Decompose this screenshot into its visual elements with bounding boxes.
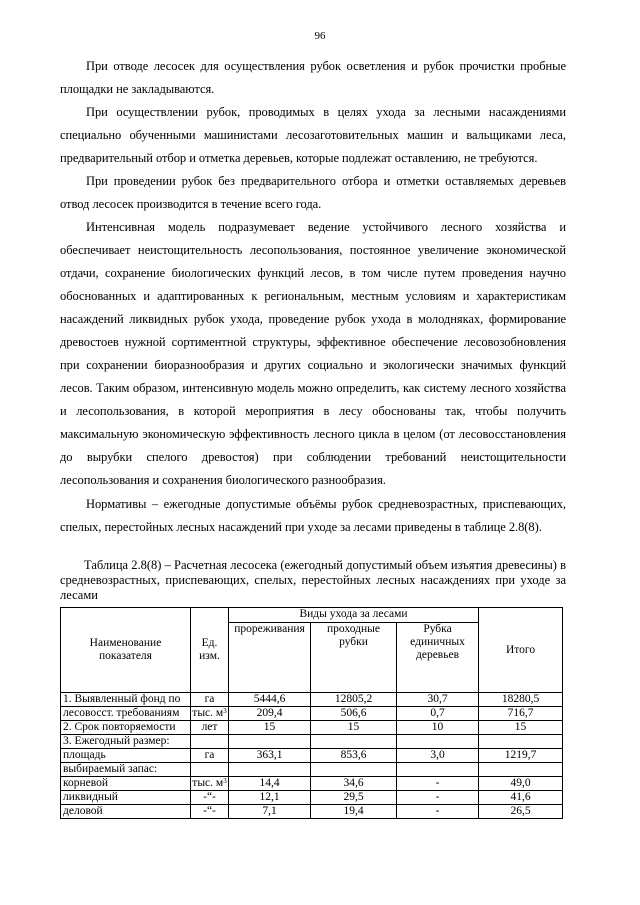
row-unit: га (191, 749, 229, 763)
row-label: 3. Ежегодный размер: (61, 735, 191, 749)
paragraph: При осуществлении рубок, проводимых в целях ухода за лесными насаждениями специально обученными машинистами лесозаготовительных машин и вальщиками леса, предварительный отбор и отметка деревьев, которые подлежат оставлению, не требуются. (60, 105, 566, 165)
cell-passing: 506,6 (311, 707, 397, 721)
paragraph: Нормативы – ежегодные допустимые объёмы рубок средневозрастных, приспевающих, спелых, перестойных лесных насаждений при уходе за лесами приведены в таблице 2.8(8). (60, 497, 566, 534)
cell-passing: 29,5 (311, 791, 397, 805)
table-row (61, 777, 563, 791)
cell-total: 18280,5 (479, 693, 563, 707)
cell-thinning: 5444,6 (229, 693, 311, 707)
cell-thinning: 209,4 (229, 707, 311, 721)
row-label: 1. Выявленный фонд по (61, 693, 191, 707)
table-caption: Таблица 2.8(8) – Расчетная лесосека (ежегодный допустимый объем изъятия древесины) в средневозрастных, приспевающих, спелых, перестойных лесных насаждениях при уходе за лесами (60, 558, 566, 602)
unit-sup: 3 (223, 777, 227, 785)
cell-single: 30,7 (397, 693, 479, 707)
page-number: 96 (314, 30, 326, 42)
cell-total: 1219,7 (479, 749, 563, 763)
cell-total: 15 (479, 721, 563, 735)
unit-text: тыс. м (192, 777, 224, 789)
cell-passing: 15 (311, 721, 397, 735)
cell-thinning: 363,1 (229, 749, 311, 763)
cell-total: 49,0 (479, 777, 563, 791)
cell-single: - (397, 791, 479, 805)
empty-cell (229, 763, 311, 777)
body-text (60, 55, 566, 539)
empty-cell (311, 735, 397, 749)
cell-single: - (397, 777, 479, 791)
empty-cell (229, 735, 311, 749)
header-group: Виды ухода за лесами (229, 608, 479, 623)
paragraph: При отводе лесосек для осуществления рубок осветления и рубок прочистки пробные площадки не закладываются. (60, 59, 566, 96)
cell-total: 26,5 (479, 805, 563, 819)
header-passing: проходные рубки (311, 623, 397, 693)
cell-single: - (397, 805, 479, 819)
cell-single: 10 (397, 721, 479, 735)
row-label: лесовосст. требованиям (61, 707, 191, 721)
row-label: ликвидный (61, 791, 191, 805)
row-label: выбираемый запас: (61, 763, 191, 777)
cell-thinning: 14,4 (229, 777, 311, 791)
header-total: Итого (479, 608, 563, 693)
unit-sup: 3 (223, 707, 227, 715)
row-unit (191, 707, 229, 721)
paragraph: При проведении рубок без предварительного отбора и отметки оставляемых деревьев отвод лесосек производится в течение всего года. (60, 174, 566, 211)
empty-cell (397, 735, 479, 749)
empty-cell (397, 763, 479, 777)
table-row (61, 693, 563, 707)
cell-thinning: 15 (229, 721, 311, 735)
row-unit: -“- (191, 805, 229, 819)
unit-text: тыс. м (192, 707, 224, 719)
table-row (61, 791, 563, 805)
empty-cell (479, 735, 563, 749)
header-thinning: прореживания (229, 623, 311, 693)
row-label: 2. Срок повторяемости (61, 721, 191, 735)
cell-thinning: 7,1 (229, 805, 311, 819)
row-label: площадь (61, 749, 191, 763)
table-row (61, 749, 563, 763)
row-unit: -“- (191, 791, 229, 805)
cell-single: 3,0 (397, 749, 479, 763)
cell-total: 41,6 (479, 791, 563, 805)
table-row (61, 805, 563, 819)
cell-passing: 12805,2 (311, 693, 397, 707)
empty-cell (311, 763, 397, 777)
cell-thinning: 12,1 (229, 791, 311, 805)
table-row (61, 763, 563, 777)
paragraph: Интенсивная модель подразумевает ведение устойчивого лесного хозяйства и обеспечивает неистощительность лесопользования, постоянное увеличение экономической отдачи, сохранение биологических функций лесов, в том числе путем проведения научно обоснованных и адаптированных к региональным, местным условиям и характеристикам насаждений ликвидных рубок ухода, проведение рубок ухода в молодняках, формирование древостоев нужной сортиментной структуры, эффективное обеспечение лесовозобновления при сохранении биоразнообразия и других социально и экологически значимых функций лесов. Таким образом, интенсивную модель можно определить, как систему лесного хозяйства и лесопользования, в которой мероприятия в лесу обоснованы так, чтобы получить максимальную экономическую эффективность лесного цикла в целом (от лесовосстановления до вырубки спелого древостоя) при соблюдении требований неистощительности лесопользования и сохранения биологического разнообразия. (60, 220, 566, 487)
cell-passing: 34,6 (311, 777, 397, 791)
header-unit: Ед. изм. (191, 608, 229, 693)
cell-total: 716,7 (479, 707, 563, 721)
empty-cell (191, 763, 229, 777)
table-row (61, 735, 563, 749)
empty-cell (191, 735, 229, 749)
cell-passing: 19,4 (311, 805, 397, 819)
empty-cell (479, 763, 563, 777)
row-label: деловой (61, 805, 191, 819)
header-indicator: Наименование показателя (61, 608, 191, 693)
table-row (61, 721, 563, 735)
row-unit: га (191, 693, 229, 707)
row-unit: лет (191, 721, 229, 735)
cell-single: 0,7 (397, 707, 479, 721)
row-unit (191, 777, 229, 791)
data-table (60, 607, 563, 819)
table-row (61, 707, 563, 721)
cell-passing: 853,6 (311, 749, 397, 763)
header-row (61, 608, 563, 623)
row-label: корневой (61, 777, 191, 791)
header-single: Рубка единичных деревьев (397, 623, 479, 693)
